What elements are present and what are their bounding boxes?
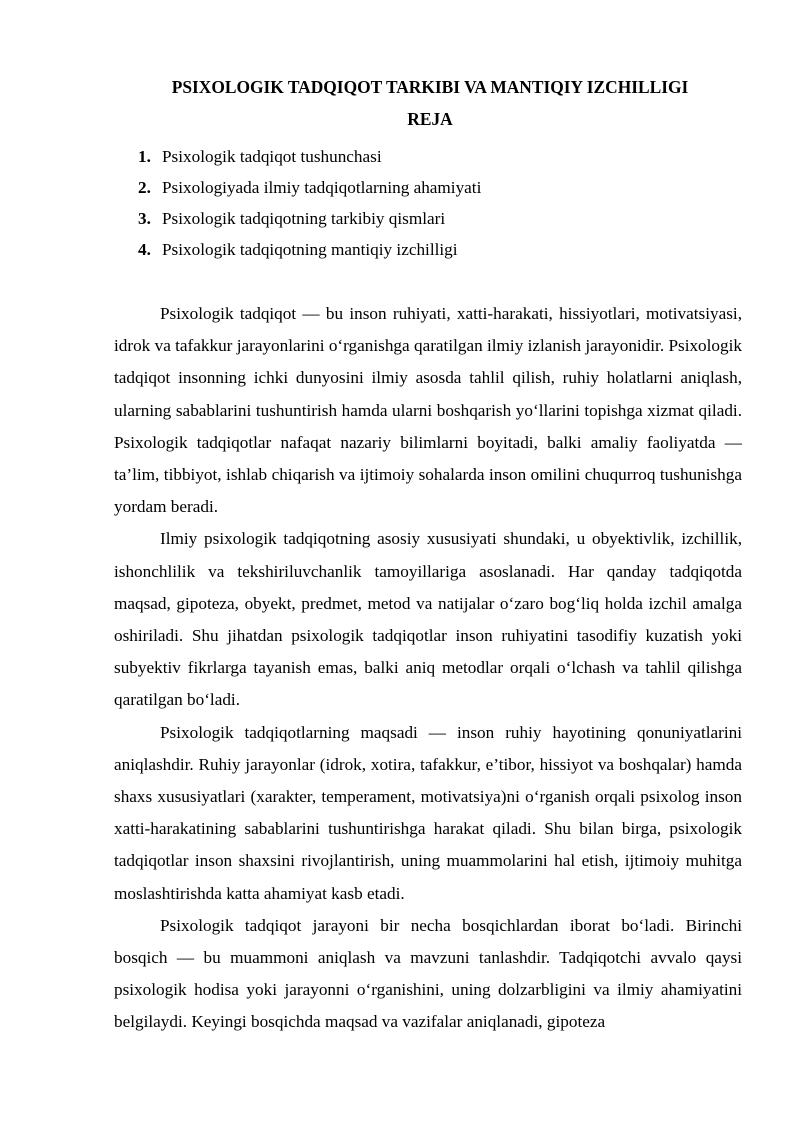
plan-item-number: 3. bbox=[138, 209, 151, 228]
plan-item-text: Psixologik tadqiqotning tarkibiy qismlari bbox=[162, 209, 446, 228]
paragraph: Psixologik tadqiqot — bu inson ruhiyati, xatti-harakati, hissiyotlari, motivatsiyasi, idrok va tafakkur jarayonlarini o‘rganishga qaratilgan ilmiy izlanish jarayonidir. Psixologik tadqiqot insonning ichki dunyosini ilmiy asosda tahlil qilish, ruhiy holatlarni aniqlash, ularning sabablarini tushuntirish hamda ularni boshqarish yo‘llarini topishga xizmat qiladi. Psixologik tadqiqotlar nafaqat nazariy bilimlarni boyitadi, balki amaliy faoliyatda — ta’lim, tibbiyot, ishlab chiqarish va ijtimoiy sohalarda inson omilini chuqurroq tushunishga yordam beradi. bbox=[114, 304, 742, 517]
paragraph: Psixologik tadqiqotlarning maqsadi — inson ruhiy hayotining qonuniyatlarini aniqlashdir. Ruhiy jarayonlar (idrok, xotira, tafakkur, e’tibor, hissiyot va boshqalar) hamda shaxs xususiyatlari (xarakter, temperament, motivatsiya)ni o‘rganish orqali psixolog inson xatti-harakatining sabablarini tushuntirishga harakat qiladi. Shu bilan birga, psixologik tadqiqotlar inson shaxsini rivojlantirish, uning muammolarini hal etish, ijtimoiy muhitga moslashtirishda katta ahamiyat kasb etadi. bbox=[114, 722, 742, 903]
document-title: PSIXOLOGIK TADQIQOT TARKIBI VA MANTIQIY IZCHILLIGI bbox=[171, 77, 689, 97]
plan-list bbox=[138, 141, 481, 265]
plan-item bbox=[138, 234, 481, 265]
plan-item-number: 4. bbox=[138, 240, 151, 259]
plan-heading: REJA bbox=[407, 109, 453, 129]
paragraph: Ilmiy psixologik tadqiqotning asosiy xususiyati shundaki, u obyektivlik, izchillik, ishonchlilik va tekshiriluvchanlik tamoyillariga asoslanadi. Har qanday tadqiqotda maqsad, gipoteza, obyekt, predmet, metod va natijalar o‘zaro bog‘liq holda izchil amalga oshiriladi. Shu jihatdan psixologik tadqiqotlar inson ruhiyatini tasodifiy kuzatish yoki subyektiv fikrlarga tayanish emas, balki aniq metodlar orqali o‘lchash va tahlil qilishga qaratilgan bo‘ladi. bbox=[114, 529, 742, 710]
plan-item-text: Psixologik tadqiqot tushunchasi bbox=[162, 147, 382, 166]
plan-item-text: Psixologiyada ilmiy tadqiqotlarning ahamiyati bbox=[162, 178, 482, 197]
plan-item bbox=[138, 172, 481, 203]
plan-item-number: 1. bbox=[138, 147, 151, 166]
body-text bbox=[114, 298, 742, 1039]
plan-item-text: Psixologik tadqiqotning mantiqiy izchilligi bbox=[162, 240, 458, 259]
plan-item bbox=[138, 203, 481, 234]
paragraph: Psixologik tadqiqot jarayoni bir necha bosqichlardan iborat bo‘ladi. Birinchi bosqich — bu muammoni aniqlash va mavzuni tanlashdir. Tadqiqotchi avvalo qaysi psixologik hodisa yoki jarayonni o‘rganishini, uning dolzarbligini va ilmiy ahamiyatini belgilaydi. Keyingi bosqichda maqsad va vazifalar aniqlanadi, gipoteza bbox=[114, 915, 742, 1032]
plan-item bbox=[138, 141, 481, 172]
plan-item-number: 2. bbox=[138, 178, 151, 197]
